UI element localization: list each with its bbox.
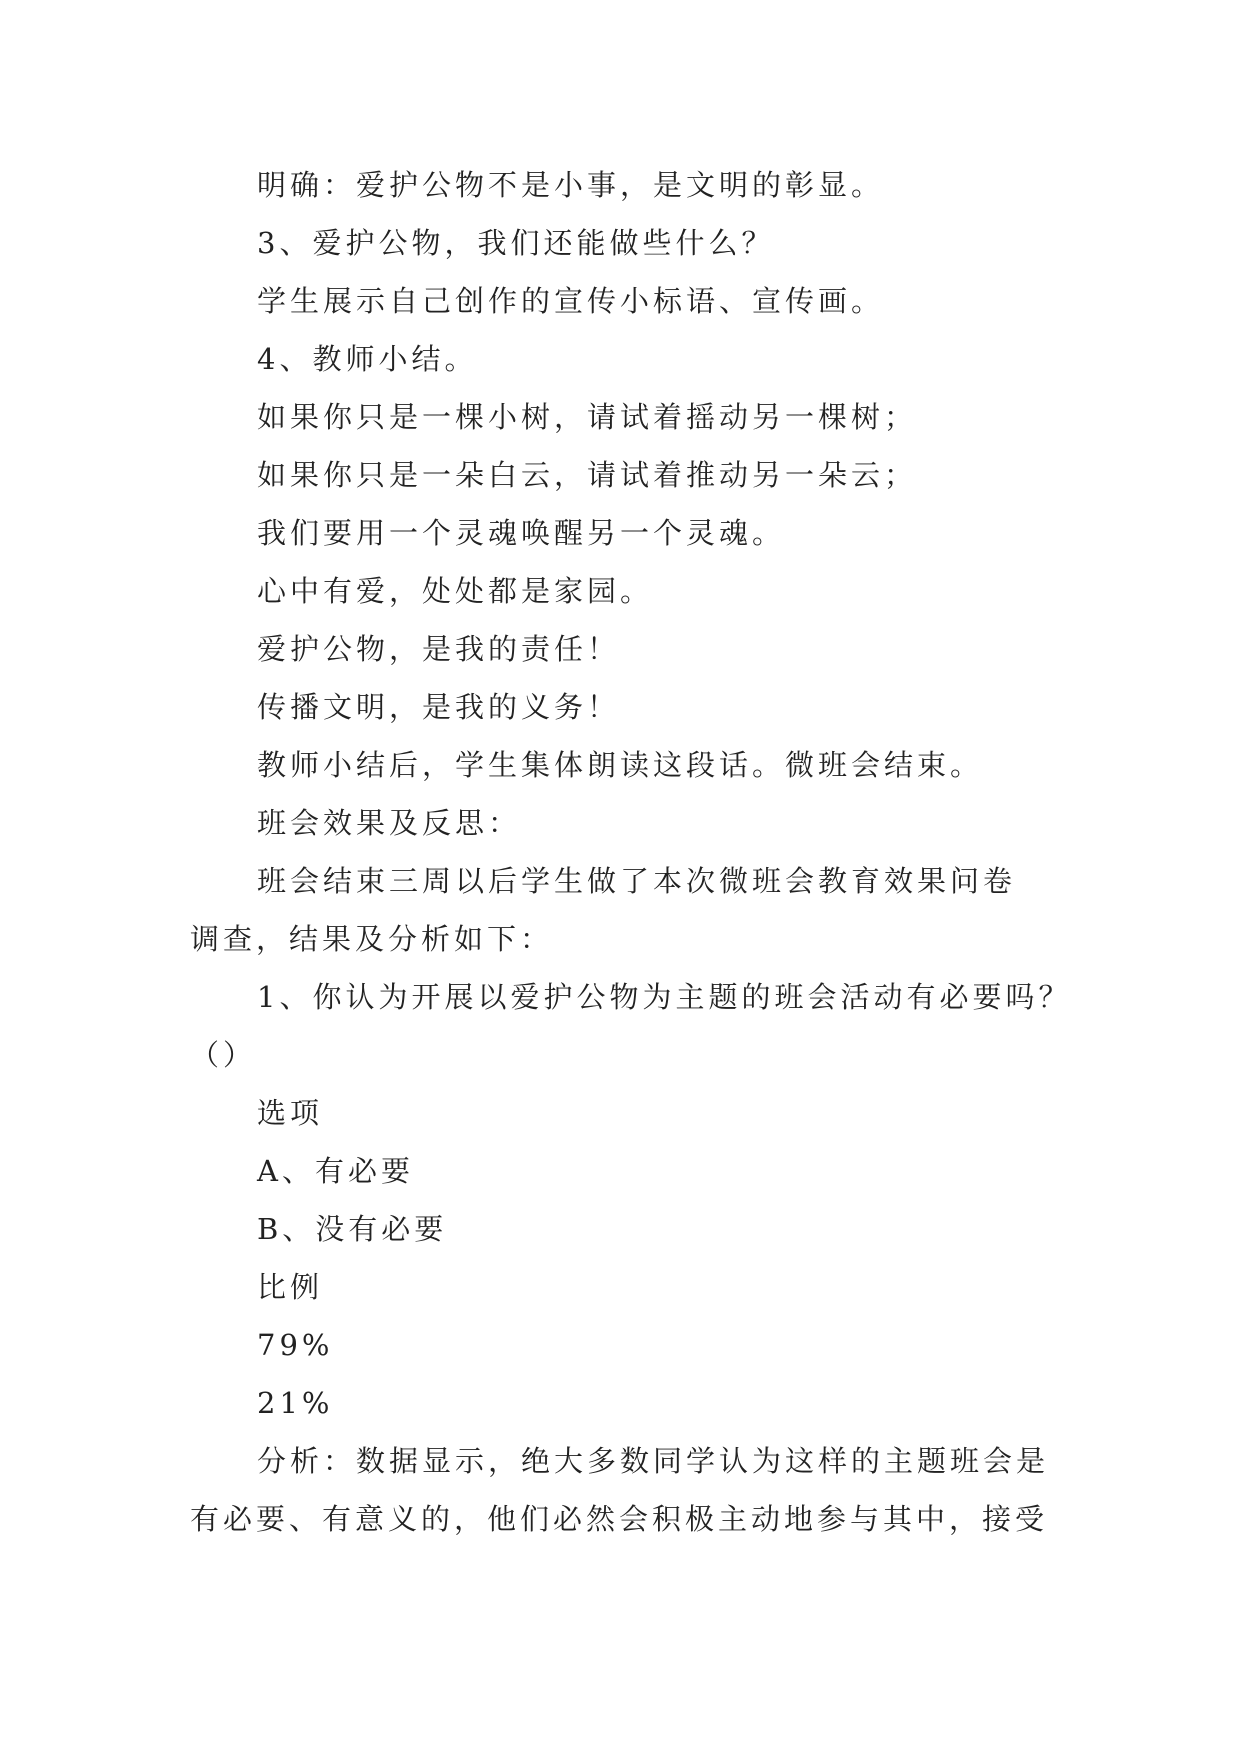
text-line: 3、爱护公物，我们还能做些什么？ [257,226,775,260]
text-line: 教师小结后，学生集体朗读这段话。微班会结束。 [257,748,984,782]
text-line: 如果你只是一朵白云，请试着推动另一朵云； [257,458,918,492]
ratio-a: 79% [257,1328,334,1362]
text-line: 爱护公物，是我的责任！ [257,632,621,666]
question-line: 1、你认为开展以爱护公物为主题的班会活动有必要吗？ [257,980,1072,1014]
text-line: 班会结束三周以后学生做了本次微班会教育效果问卷 [257,864,1017,898]
text-line: 明确：爱护公物不是小事，是文明的彰显。 [257,168,885,202]
text-line: 学生展示自己创作的宣传小标语、宣传画。 [257,284,885,318]
section-heading: 班会效果及反思： [257,806,522,840]
table-header-ratio: 比例 [257,1270,324,1304]
ratio-b: 21% [257,1386,334,1420]
option-b: B、没有必要 [257,1212,448,1246]
text-line: 调查，结果及分析如下： [190,922,554,956]
answer-blank: （） [190,1038,257,1072]
text-line: 如果你只是一棵小树，请试着摇动另一棵树； [257,400,918,434]
table-header-option: 选项 [257,1096,324,1130]
text-line: 传播文明，是我的义务！ [257,690,621,724]
text-line: 心中有爱，处处都是家园。 [257,574,654,608]
option-a: A、有必要 [257,1154,414,1188]
analysis-line: 有必要、有意义的，他们必然会积极主动地参与其中，接受 [190,1502,1049,1536]
analysis-line: 分析：数据显示，绝大多数同学认为这样的主题班会是 [257,1444,1050,1478]
text-line: 我们要用一个灵魂唤醒另一个灵魂。 [257,516,786,550]
text-line: 4、教师小结。 [257,342,478,376]
